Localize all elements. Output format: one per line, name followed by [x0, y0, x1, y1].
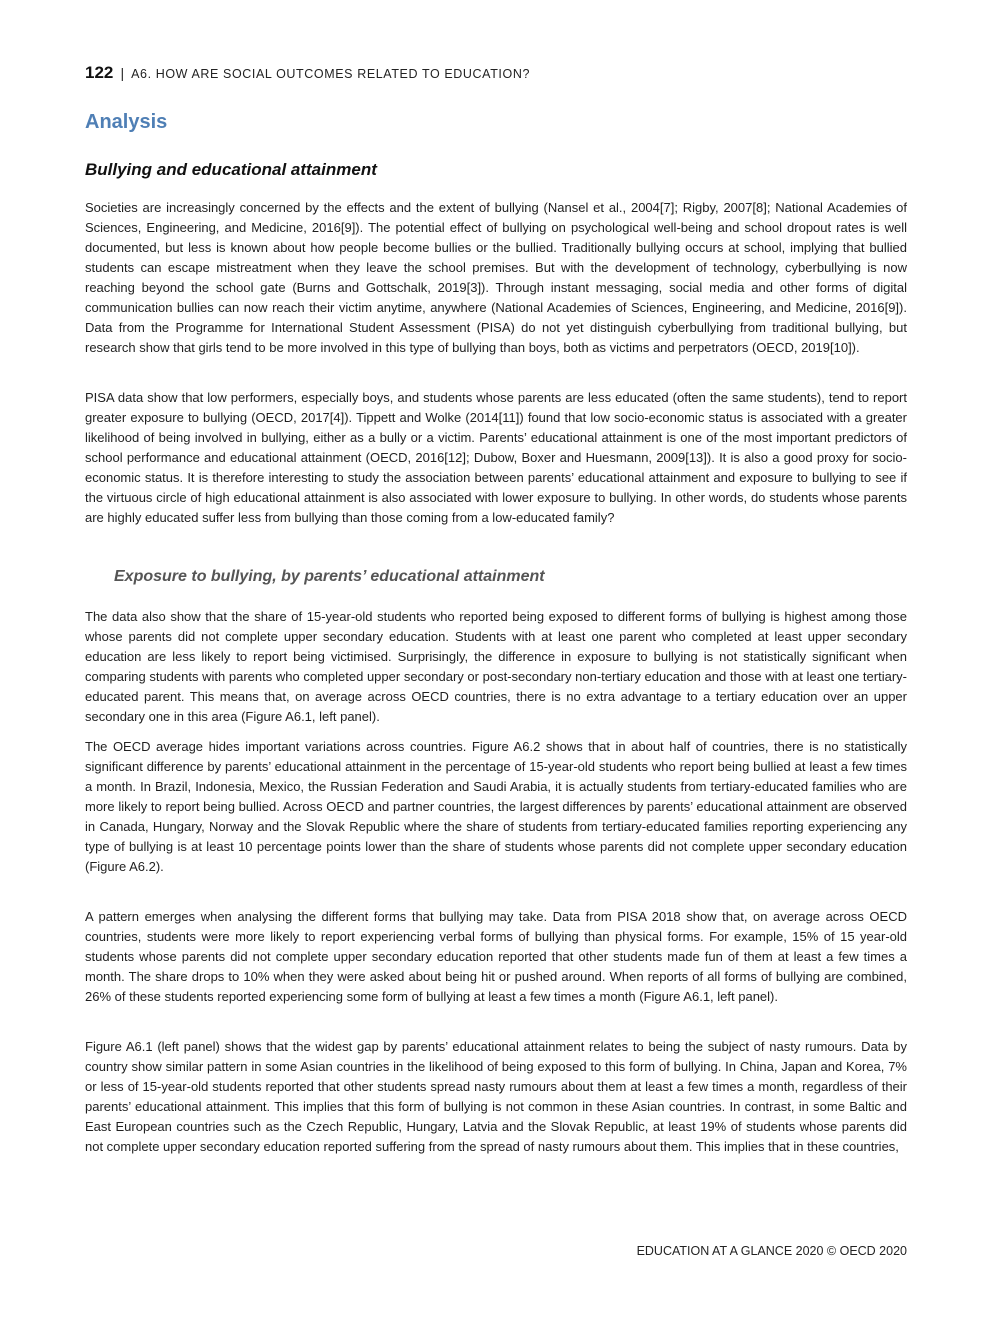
header-separator: | — [120, 65, 125, 81]
paragraph-3: The data also show that the share of 15-year-old students who reported being exposed to different forms of bullying is highest among those whose parents did not complete upper secondary education. Students with at least one parent who completed at least upper secondary education are less likely to report being victimised. Surprisingly, the difference in exposure to bullying is not statistically significant when comparing students with parents who completed upper secondary or post-secondary non-tertiary education and those with at least one tertiary-educated parent. This means that, on average across OECD countries, there is no extra advantage to a tertiary education over an upper secondary one in this area (Figure A6.1, left panel). — [85, 609, 907, 724]
document-page — [85, 0, 907, 1323]
page-footer: EDUCATION AT A GLANCE 2020 © OECD 2020 — [636, 1244, 907, 1258]
paragraph-2: PISA data show that low performers, especially boys, and students whose parents are less educated (often the same students), tend to report greater exposure to bullying (OECD, 2017[4]). Tippett and Wolke (2014[11]) found that low socio-economic status is associated with a greater likelihood of being involved in bullying, either as a bully or a victim. Parents’ educational attainment is one of the most important predictors of school performance and educational attainment (OECD, 2016[12]; Dubow, Boxer and Huesmann, 2009[13]). It is also a good proxy for socio-economic status. It is therefore interesting to study the association between parents’ educational attainment and exposure to bullying to see if the virtuous circle of high educational attainment is also associated with lower exposure to bullying. In other words, do students whose parents are highly educated suffer less from bullying than those coming from a low-educated family? — [85, 390, 907, 525]
chapter-title: A6. HOW ARE SOCIAL OUTCOMES RELATED TO EDUCATION? — [131, 67, 531, 81]
box-heading: Exposure to bullying, by parents’ educational attainment — [114, 568, 545, 585]
paragraph-6: Figure A6.1 (left panel) shows that the widest gap by parents’ educational attainment relates to being the subject of nasty rumours. Data by country show similar pattern in some Asian countries in the likelihood of being exposed to this form of bullying. In China, Japan and Korea, 7% or less of 15-year-old students reported that other students spread nasty rumours about them at least a few times a month, regardless of their parents’ educational attainment. This implies that this form of bullying is not common in these Asian countries. In contrast, in some Baltic and East European countries such as the Czech Republic, Hungary, Latvia and the Slovak Republic, at least 19% of students whose parents did not complete upper secondary education reported suffering from the spread of nasty rumours about them. This implies that in these countries, — [85, 1039, 907, 1154]
section-heading: Analysis — [85, 111, 168, 133]
paragraph-5: A pattern emerges when analysing the different forms that bullying may take. Data from PISA 2018 show that, on average across OECD countries, students were more likely to report experiencing verbal forms of bullying than physical forms. For example, 15% of 15 year-old students whose parents did not complete upper secondary education reported that other students made fun of them at least a few times a month. The share drops to 10% when they were asked about being hit or pushed around. When reports of all forms of bullying are combined, 26% of these students reported experiencing some form of bullying at least a few times a month (Figure A6.1, left panel). — [85, 909, 907, 1004]
paragraph-1: Societies are increasingly concerned by the effects and the extent of bullying (Nansel et al., 2004[7]; Rigby, 2007[8]; National Academies of Sciences, Engineering, and Medicine, 2016[9]). The potential effect of bullying on psychological well-being and school dropout rates is well documented, but less is known about how people become bullies or the bullied. Traditionally bullying occurs at school, implying that bullied students can escape mistreatment when they leave the school premises. But with the development of technology, cyberbullying is now reaching beyond the school gate (Burns and Gottschalk, 2019[3]). Through instant messaging, social media and other forms of digital communication bullies can now reach their victim anytime, anywhere (National Academies of Sciences, Engineering, and Medicine, 2016[9]). Data from the Programme for International Student Assessment (PISA) do not yet distinguish cyberbullying from traditional bullying, but research show that girls tend to be more involved in this type of bullying than boys, both as victims and perpetrators (OECD, 2019[10]). — [85, 200, 907, 355]
running-header — [85, 63, 530, 83]
page-number: 122 — [85, 63, 114, 82]
paragraph-4: The OECD average hides important variations across countries. Figure A6.2 shows that in about half of countries, there is no statistically significant difference by parents’ educational attainment in the percentage of 15-year-old students who report being bullied at least a few times a month. In Brazil, Indonesia, Mexico, the Russian Federation and Saudi Arabia, it is actually students from tertiary-educated families who are more likely to report being bullied. Across OECD and partner countries, the largest differences by parents’ educational attainment are observed in Canada, Hungary, Norway and the Slovak Republic where the share of students from tertiary-educated families reporting experiencing any type of bullying is at least 10 percentage points lower than the share of students whose parents did not complete upper secondary education (Figure A6.2). — [85, 739, 907, 874]
subsection-heading: Bullying and educational attainment — [85, 160, 377, 179]
